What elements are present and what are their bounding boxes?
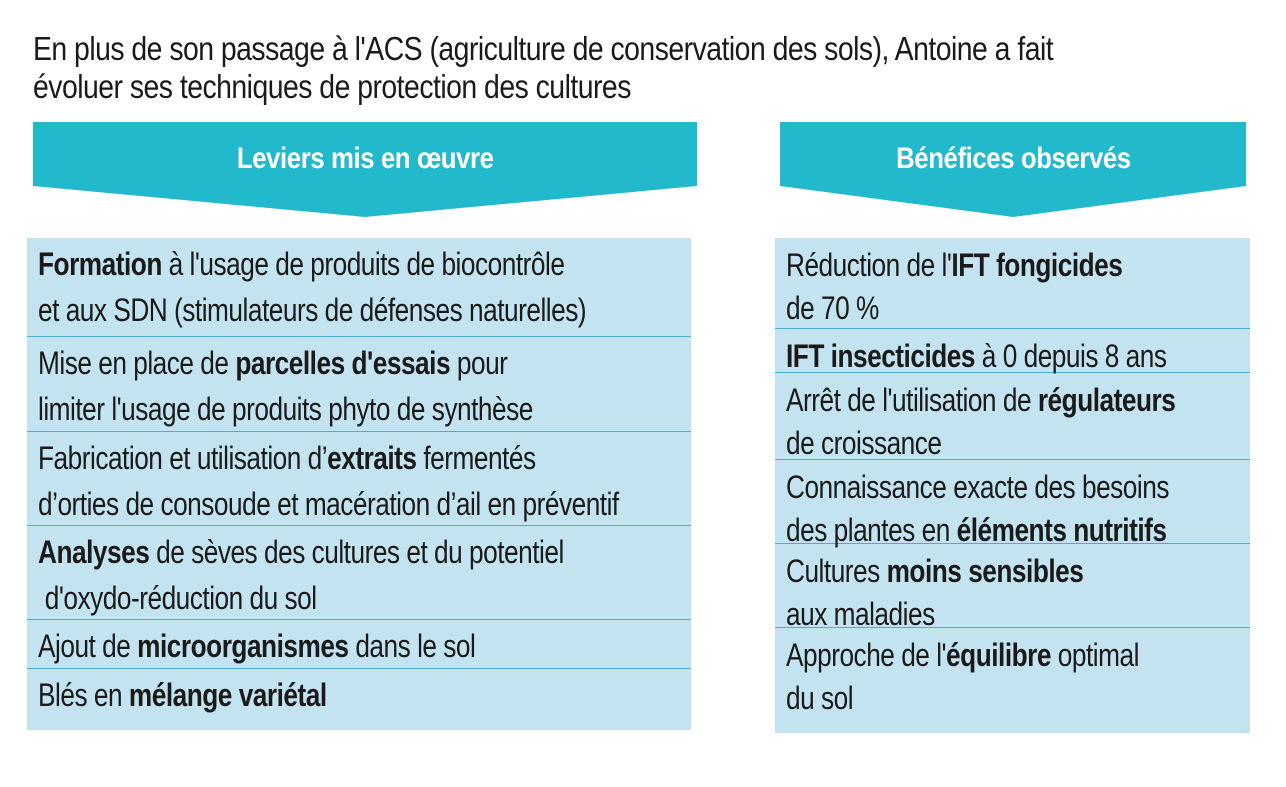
benefit-item-segment: optimal bbox=[1050, 637, 1139, 673]
lever-item-segment: fermentés bbox=[416, 440, 536, 476]
benefit-item-segment: Connaissance exacte des besoins bbox=[786, 469, 1169, 505]
lever-item-emphasis: Formation bbox=[38, 246, 162, 282]
benefits-banner bbox=[780, 122, 1246, 217]
benefit-item-line-1 bbox=[786, 244, 1250, 287]
levers-title-text: Leviers mis en œuvre bbox=[236, 142, 494, 175]
benefit-item-segment: de croissance bbox=[786, 425, 942, 461]
lever-item-segment: Fabrication et utilisation d’ bbox=[38, 440, 328, 476]
lever-item bbox=[27, 526, 691, 620]
intro-line-1: En plus de son passage à l'ACS (agriculture de conservation des sols), Antoine a fait bbox=[33, 30, 1054, 67]
benefit-item-line-1 bbox=[786, 550, 1250, 593]
benefit-item-segment: Cultures bbox=[786, 553, 887, 589]
lever-item-segment: de sèves des cultures et du potentiel bbox=[149, 534, 564, 570]
lever-item-line-1 bbox=[38, 672, 691, 718]
lever-item bbox=[27, 337, 691, 432]
benefit-item-line-1 bbox=[786, 466, 1250, 509]
lever-item-line-1 bbox=[38, 340, 691, 386]
benefit-item-line-2 bbox=[786, 287, 1250, 330]
lever-item-line-2 bbox=[38, 386, 691, 432]
lever-item-segment: Ajout de bbox=[38, 628, 138, 664]
lever-item-line-2 bbox=[38, 287, 691, 333]
lever-item-segment: limiter l'usage de produits phyto de synthèse bbox=[38, 391, 533, 427]
benefit-item-text bbox=[786, 634, 1250, 720]
benefit-item-segment: de 70 % bbox=[786, 290, 879, 326]
benefit-item-text bbox=[786, 466, 1250, 552]
lever-item-emphasis: extraits bbox=[327, 440, 417, 476]
benefit-item-segment: Réduction de l' bbox=[786, 247, 952, 283]
lever-item-line-1 bbox=[38, 623, 691, 669]
lever-item-text bbox=[38, 241, 691, 333]
benefit-item-line-2 bbox=[786, 677, 1250, 720]
benefit-item-line-2 bbox=[786, 422, 1250, 465]
lever-item-line-2 bbox=[38, 575, 691, 621]
intro-text bbox=[33, 30, 1263, 106]
lever-item-text bbox=[38, 672, 691, 718]
benefit-item-line-2 bbox=[786, 593, 1250, 636]
lever-item bbox=[27, 669, 691, 730]
benefit-item-emphasis: équilibre bbox=[946, 637, 1051, 673]
lever-item-text bbox=[38, 529, 691, 621]
lever-item bbox=[27, 432, 691, 526]
benefit-item-line-2 bbox=[786, 509, 1250, 552]
lever-item-line-1 bbox=[38, 241, 691, 287]
intro-line-2: évoluer ses techniques de protection des cultures bbox=[33, 68, 631, 105]
lever-item-segment: d’orties de consoude et macération d’ail en préventif bbox=[38, 486, 619, 522]
benefit-item-emphasis: IFT fongicides bbox=[951, 247, 1123, 283]
benefit-item-text bbox=[786, 550, 1250, 636]
lever-item-segment: pour bbox=[450, 345, 508, 381]
lever-item-text bbox=[38, 623, 691, 669]
lever-item bbox=[27, 238, 691, 337]
benefit-item-text bbox=[786, 335, 1250, 378]
benefit-item bbox=[775, 373, 1250, 460]
benefit-item-line-1 bbox=[786, 335, 1250, 378]
benefit-item-segment: aux maladies bbox=[786, 596, 935, 632]
lever-item bbox=[27, 620, 691, 669]
lever-item-emphasis: parcelles d'essais bbox=[235, 345, 451, 381]
benefit-item-segment: Arrêt de l'utilisation de bbox=[786, 382, 1038, 418]
lever-item-segment: et aux SDN (stimulateurs de défenses naturelles) bbox=[38, 292, 587, 328]
benefit-item-emphasis: moins sensibles bbox=[886, 553, 1084, 589]
benefit-item bbox=[775, 460, 1250, 548]
benefit-item-line-1 bbox=[786, 379, 1250, 422]
benefit-item-text bbox=[786, 244, 1250, 330]
lever-item-text bbox=[38, 340, 691, 432]
lever-item-segment: d'oxydo-réduction du sol bbox=[38, 580, 317, 616]
benefit-item bbox=[775, 628, 1250, 733]
benefit-item bbox=[775, 544, 1250, 632]
benefit-item-line-1 bbox=[786, 634, 1250, 677]
lever-item-segment: à l'usage de produits de biocontrôle bbox=[161, 246, 565, 282]
benefit-item bbox=[775, 329, 1250, 373]
benefit-item-emphasis: IFT insecticides bbox=[786, 338, 975, 374]
lever-item-segment: Blés en bbox=[38, 677, 129, 713]
benefit-item-emphasis: régulateurs bbox=[1037, 382, 1176, 418]
benefit-item-segment: à 0 depuis 8 ans bbox=[974, 338, 1167, 374]
lever-item-emphasis: mélange variétal bbox=[128, 677, 327, 713]
lever-item-emphasis: microorganismes bbox=[137, 628, 349, 664]
benefit-item-segment: du sol bbox=[786, 680, 854, 716]
lever-item-emphasis: Analyses bbox=[38, 534, 150, 570]
benefits-title-text: Bénéfices observés bbox=[895, 142, 1131, 175]
lever-item-line-2 bbox=[38, 481, 691, 527]
levers-list bbox=[27, 238, 691, 730]
lever-item-segment: Mise en place de bbox=[38, 345, 236, 381]
benefits-list bbox=[775, 238, 1250, 733]
lever-item-line-1 bbox=[38, 529, 691, 575]
benefit-item-emphasis: éléments nutritifs bbox=[956, 512, 1167, 548]
benefit-item-segment: des plantes en bbox=[786, 512, 957, 548]
benefit-item bbox=[775, 238, 1250, 329]
lever-item-segment: dans le sol bbox=[348, 628, 476, 664]
benefits-title bbox=[780, 142, 1246, 176]
levers-title bbox=[33, 142, 697, 176]
lever-item-line-1 bbox=[38, 435, 691, 481]
benefit-item-text bbox=[786, 379, 1250, 465]
levers-banner bbox=[33, 122, 697, 217]
lever-item-text bbox=[38, 435, 691, 527]
benefit-item-segment: Approche de l' bbox=[786, 637, 947, 673]
